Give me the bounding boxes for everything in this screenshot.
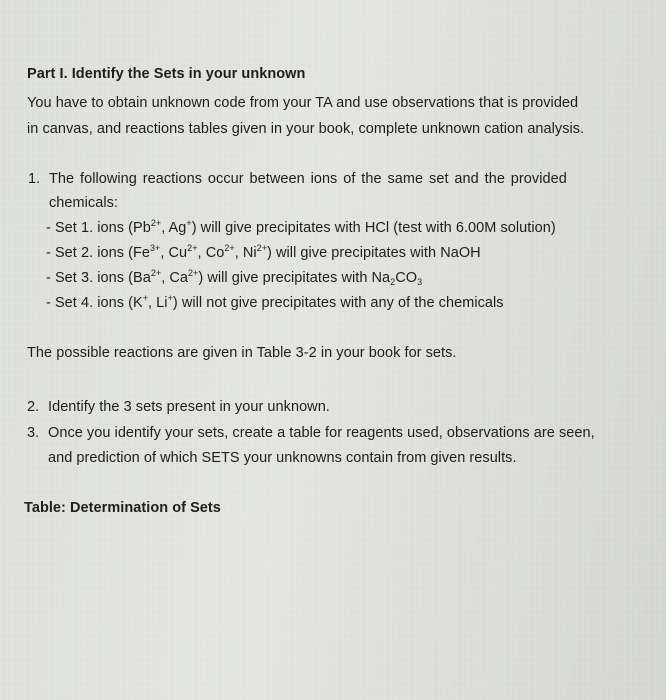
item-3-text-line-2: and prediction of which SETS your unknowns contain from given results. (48, 450, 517, 466)
set-4-line: - Set 4. ions (K+, Li+) will not give precipitates with any of the chemicals (46, 293, 504, 311)
item-1-text-line-1: The following reactions occur between ions of the same set and the provided (49, 171, 567, 187)
item-2-text: Identify the 3 sets present in your unknown. (48, 399, 330, 415)
set-1-line: - Set 1. ions ($Pb^{2+}$, Ag+) will give precipitates with HCl (test with 6.00M solution) (46, 218, 556, 236)
intro-line-2: in canvas, and reactions tables given in your book, complete unknown cation analysis. (27, 121, 585, 137)
item-2-number: 2. (27, 399, 40, 415)
set-3-line: - Set 3. ions ($Ba^{2+}$, $Ca^{2+}$) will give precipitates with $Na_2CO_3$ (46, 268, 423, 287)
item-3-text-line-1: Once you identify your sets, create a table for reagents used, observations are seen, (48, 425, 595, 441)
reactions-note: The possible reactions are given in Table 3-2 in your book for sets. (27, 345, 457, 361)
table-heading: Table: Determination of Sets (24, 500, 221, 516)
item-3-number: 3. (27, 425, 40, 441)
item-1-text-line-2: chemicals: (49, 195, 118, 211)
part-heading: Part I. Identify the Sets in your unknown (27, 66, 306, 82)
intro-line-1: You have to obtain unknown code from your TA and use observations that is provided (27, 95, 579, 111)
set-2-line: - Set 2. ions ($Fe^{3+}$, $Cu^{2+}$, $Co^{2+}$, $Ni^{2+}$) will give precipitates with NaOH (46, 243, 481, 261)
item-1-number: 1. (28, 171, 41, 187)
